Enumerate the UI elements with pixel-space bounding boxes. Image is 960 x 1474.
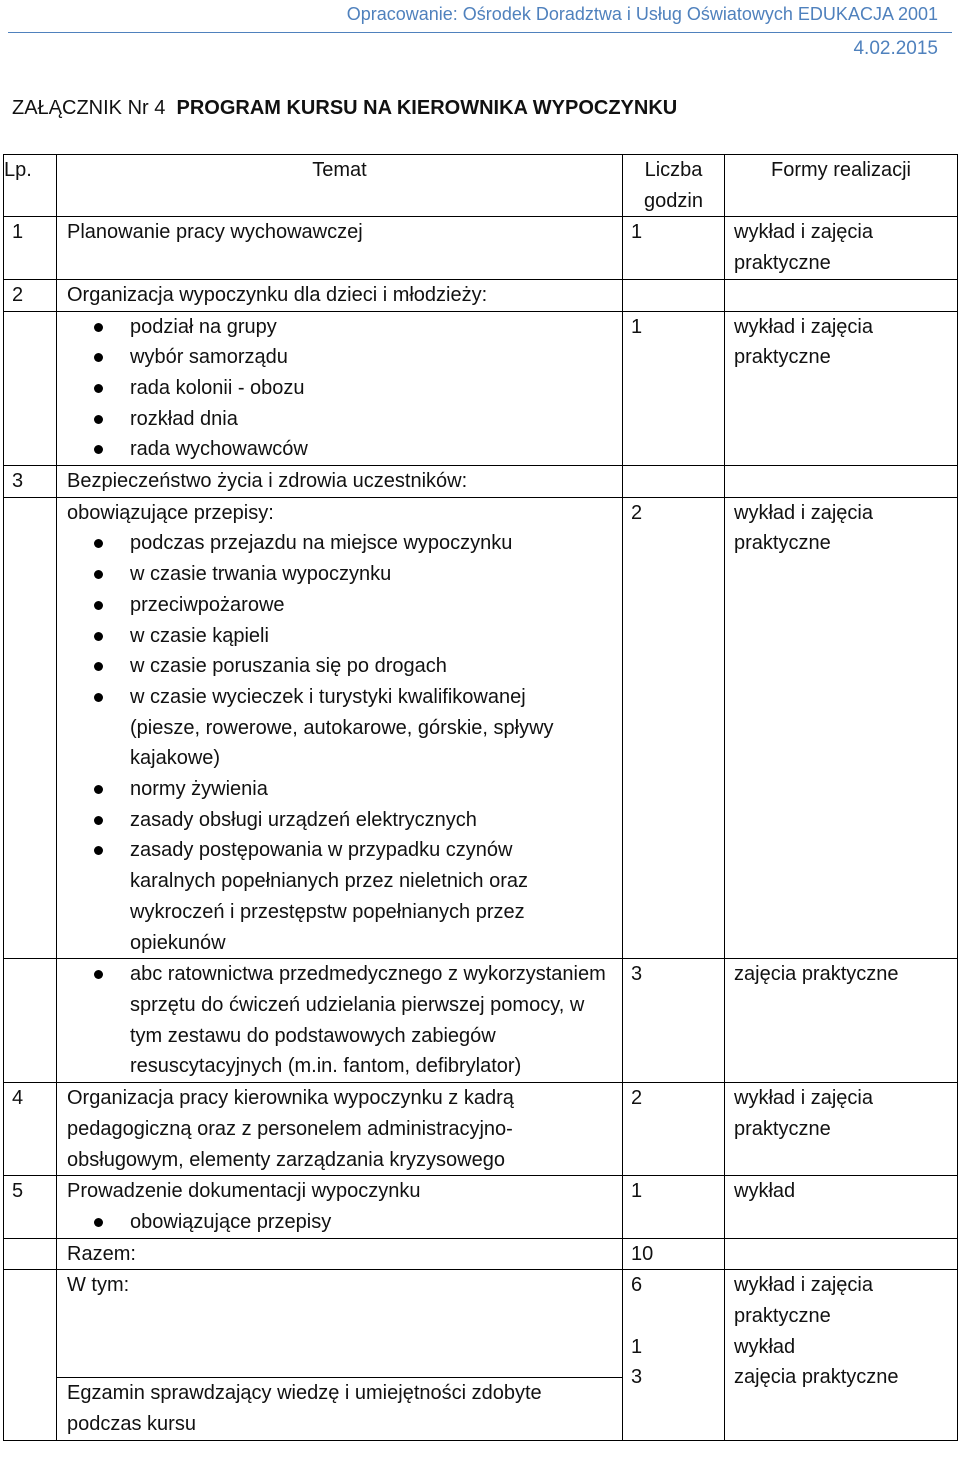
row-number: 3 [4,466,57,498]
row-items [57,497,623,959]
list-item: zasady obsługi urządzeń elektrycznych [57,805,622,836]
row-intro: obowiązujące przepisy: [67,501,274,524]
list-item: podział na grupy [57,312,622,343]
header-hours: Liczba godzin [623,155,725,217]
row-form: wykład i zajęcia praktyczne [725,497,958,959]
total-label: Razem: [57,1238,623,1270]
table-row [4,466,958,498]
table-row [4,217,958,279]
list-item: podczas przejazdu na miejsce wypoczynku [57,528,622,559]
table-header-row [4,155,958,217]
title-prefix: ZAŁĄCZNIK Nr 4 [12,97,166,119]
list-item: w czasie trwania wypoczynku [57,559,622,590]
header-form: Formy realizacji [725,155,958,217]
header-lp: Lp. [4,155,57,217]
row-hours: 1 [623,1176,725,1238]
total-hours: 10 [623,1238,725,1270]
list-item: zasady postępowania w przypadku czynów karalnych popełnianych przez nieletnich oraz wykroczeń i przestępstw popełnianych przez opiekunów [57,835,622,958]
row-items [57,311,623,466]
header-divider [8,32,952,33]
breakdown-form-practice: zajęcia praktyczne [734,1366,899,1389]
list-item: w czasie kąpieli [57,621,622,652]
row-items [57,959,623,1083]
list-item: abc ratownictwa przedmedycznego z wykorzystaniem sprzętu do ćwiczeń udzielania pierwszej pomocy, w tym zestawu do podstawowych zabiegów resuscytacyjnych (m.in. fantom, defibrylator) [57,959,622,1082]
total-row [4,1238,958,1270]
row-hours: 2 [623,497,725,959]
breakdown-form-lecture-practice: wykład i zajęcia praktyczne [734,1274,873,1328]
row-number: 4 [4,1083,57,1176]
document-title [12,97,677,120]
header-organization: Opracowanie: Ośrodek Doradztwa i Usług Oświatowych EDUKACJA 2001 [346,4,938,24]
exam-label: Egzamin sprawdzający wiedzę i umiejętności zdobyte podczas kursu [57,1378,623,1440]
table-row [4,279,958,311]
program-table [3,154,958,1441]
list-item: w czasie wycieczek i turystyki kwalifikowanej (piesze, rowerowe, autokarowe, górskie, spływy kajakowe) [57,682,622,774]
list-item: obowiązujące przepisy [57,1207,622,1238]
row-number: 1 [4,217,57,279]
row-topic: Planowanie pracy wychowawczej [57,217,623,279]
row-form: wykład i zajęcia praktyczne [725,217,958,279]
title-main: PROGRAM KURSU NA KIEROWNIKA WYPOCZYNKU [176,97,678,119]
row-number: 2 [4,279,57,311]
row-form: wykład i zajęcia praktyczne [725,311,958,466]
table-row [4,959,958,1083]
list-item: w czasie poruszania się po drogach [57,651,622,682]
list-item: rada wychowawców [57,434,622,465]
breakdown-forms [725,1270,958,1440]
breakdown-hours [623,1270,725,1440]
row-topic: Organizacja pracy kierownika wypoczynku z kadrą pedagogiczną oraz z personelem administracyjno-obsługowym, elementy zarządzania kryzysowego [57,1083,623,1176]
row-form: wykład i zajęcia praktyczne [725,1083,958,1176]
table-row [4,1176,958,1238]
row-hours: 2 [623,1083,725,1176]
list-item: przeciwpożarowe [57,590,622,621]
breakdown-form-lecture: wykład [734,1335,796,1358]
breakdown-row [4,1270,958,1378]
table-row [4,1083,958,1176]
table-row [4,497,958,959]
row-topic: Organizacja wypoczynku dla dzieci i młodzieży: [57,279,623,311]
breakdown-hours-lecture-practice: 6 [631,1274,643,1297]
table-row [4,311,958,466]
list-item: normy żywienia [57,774,622,805]
row-form: zajęcia praktyczne [725,959,958,1083]
row-number: 5 [4,1176,57,1238]
breakdown-label: W tym: [57,1270,623,1378]
breakdown-hours-practice: 3 [631,1366,643,1389]
row-topic-cell [57,1176,623,1238]
row-hours: 1 [623,217,725,279]
header-topic: Temat [57,155,623,217]
list-item: wybór samorządu [57,342,622,373]
row-hours: 1 [623,311,725,466]
row-topic: Bezpieczeństwo życia i zdrowia uczestników: [57,466,623,498]
list-item: rada kolonii - obozu [57,373,622,404]
row-form: wykład [725,1176,958,1238]
breakdown-hours-lecture: 1 [631,1335,643,1358]
row-topic: Prowadzenie dokumentacji wypoczynku [67,1180,421,1203]
row-hours: 3 [623,959,725,1083]
header-date: 4.02.2015 [853,38,938,59]
list-item: rozkład dnia [57,404,622,435]
